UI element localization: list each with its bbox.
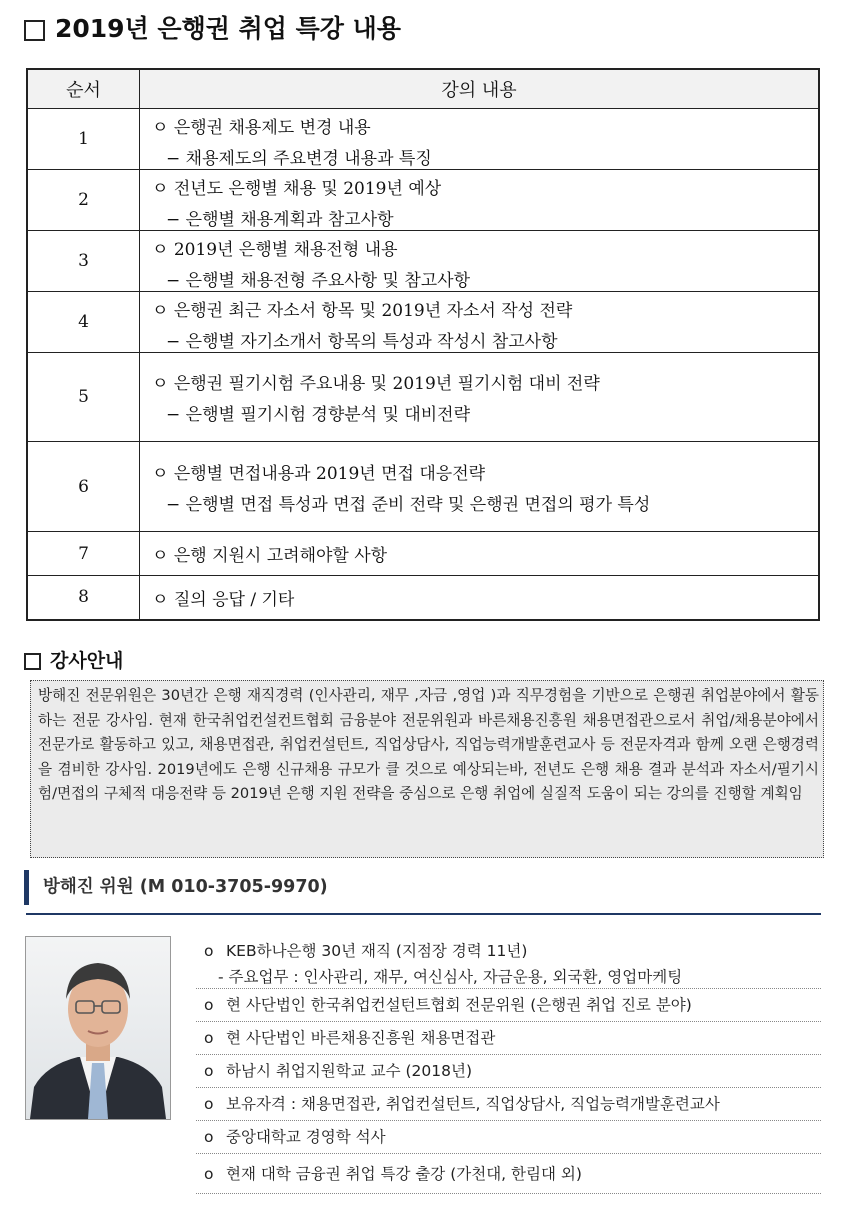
row-main-text: ㅇ 질의 응답 / 기타 [152,589,295,610]
row-main-text: ㅇ 은행권 필기시험 주요내용 및 2019년 필기시험 대비 전략 [152,374,600,394]
career-text: 하남시 취업지원학교 교수 (2018년) [226,1062,472,1080]
row-number: 7 [27,532,140,576]
instructor-section-title-text: 강사안내 [50,650,124,672]
career-item [196,1154,821,1194]
row-number: 6 [27,442,140,532]
row-content [140,353,820,442]
row-number: 3 [27,231,140,292]
career-item [196,1088,821,1121]
row-main-text: ㅇ 은행권 채용제도 변경 내용 [152,118,371,138]
row-number: 4 [27,292,140,353]
table-header [27,69,819,109]
table-row [27,442,819,532]
instructor-name: 방해진 위원 (M 010-3705-9970) [24,870,328,905]
career-text: KEB하나은행 30년 재직 (지점장 경력 11년) [226,942,528,960]
career-text: 보유자격 : 채용면접관, 취업컨설턴트, 직업상담사, 직업능력개발훈련교사 [226,1095,720,1113]
career-item [196,930,821,989]
instructor-intro: 방해진 전문위원은 30년간 은행 재직경력 (인사관리, 재무 ,자금 ,영업 )과 직무경험을 기반으로 은행권 취업분야에서 활동하는 전문 강사임. 현재 한국취업컨설컨트협회 금융분야 전문위원과 바른채용진흥원 채용면접관으로서 취업/채용분야에서 전문가로 활동하고 있고, 채용면접관, 취업컨설턴트, 직업상담사, 직업능력개발훈련교사 등 전문자격과 함께 오랜 은행경력을 겸비한 강사임. 2019년에도 은행 신규채용 규모가 클 것으로 예상되는바, 전년도 은행 채용 결과 분석과 자소서/필기시험/면접의 구체적 대응전략 등 2019년 은행 지원 전략을 중심으로 은행 취업에 실질적 도움이 되는 강의를 진행할 계획임 [30,680,824,858]
row-sub-text: − 은행별 면접 특성과 면접 준비 전략 및 은행권 면접의 평가 특성 [166,494,651,515]
table-row [27,576,819,620]
bullet: o [204,942,214,960]
career-item [196,1055,821,1088]
row-main-text: ㅇ 2019년 은행별 채용전형 내용 [152,240,398,260]
row-sub-text: − 은행별 채용전형 주요사항 및 참고사항 [166,271,471,291]
table-row [27,292,819,353]
table-row [27,109,819,170]
bullet: o [204,1029,214,1047]
row-content [140,442,820,532]
career-text: 현 사단법인 바른채용진흥원 채용면접관 [226,1029,496,1047]
checkbox-square-icon [24,653,41,670]
row-sub-text: − 은행별 자기소개서 항목의 특성과 작성시 참고사항 [166,332,558,352]
row-content [140,109,820,170]
bullet: o [204,1062,214,1080]
lecture-table [26,68,820,621]
row-main-text: ㅇ 은행별 면접내용과 2019년 면접 대응전략 [152,463,486,484]
row-content [140,292,820,353]
row-main-text: ㅇ 전년도 은행별 채용 및 2019년 예상 [152,179,442,199]
row-main-text: ㅇ 은행권 최근 자소서 항목 및 2019년 자소서 작성 전략 [152,301,573,321]
row-sub-text: − 채용제도의 주요변경 내용과 특징 [166,149,432,169]
bullet: o [204,1128,214,1146]
row-sub-text: − 은행별 필기시험 경향분석 및 대비전략 [166,405,471,425]
career-subtext: - 주요업무 : 인사관리, 재무, 여신심사, 자금운용, 외국환, 영업마케팅 [218,968,683,986]
row-number: 8 [27,576,140,620]
page-title-text: 2019년 은행권 취업 특강 내용 [55,14,401,43]
row-content [140,532,820,576]
bullet: o [204,1095,214,1113]
row-content [140,231,820,292]
portrait-image [26,937,170,1119]
column-header-order: 순서 [27,69,140,109]
bullet: o [204,1165,214,1183]
career-item [196,1121,821,1154]
career-text: 중앙대학교 경영학 석사 [226,1128,386,1146]
career-item [196,1022,821,1055]
table-row [27,231,819,292]
row-number: 2 [27,170,140,231]
bullet: o [204,996,214,1014]
career-item [196,989,821,1022]
row-content [140,170,820,231]
row-content [140,576,820,620]
career-text: 현재 대학 금융권 취업 특강 출강 (가천대, 한림대 외) [226,1165,582,1183]
row-main-text: ㅇ 은행 지원시 고려해야할 사항 [152,546,388,566]
career-text: 현 사단법인 한국취업컨설턴트협회 전문위원 (은행권 취업 진로 분야) [226,996,692,1014]
table-row [27,532,819,576]
page-title [24,9,401,45]
checkbox-square-icon [24,20,45,41]
divider [26,913,821,915]
table-row [27,170,819,231]
row-number: 1 [27,109,140,170]
instructor-photo [25,936,171,1120]
career-list [196,930,821,1194]
row-number: 5 [27,353,140,442]
column-header-content: 강의 내용 [140,69,820,109]
instructor-section-title [24,646,123,673]
table-row [27,353,819,442]
row-sub-text: − 은행별 채용계획과 참고사항 [166,210,394,230]
